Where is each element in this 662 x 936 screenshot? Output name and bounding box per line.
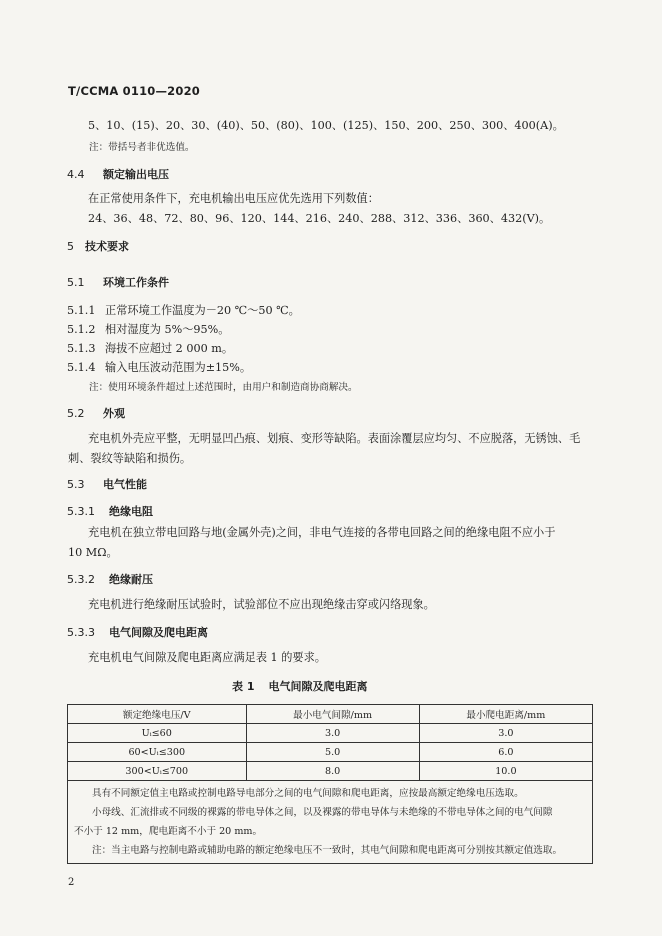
- clause-text: 输入电压波动范围为±15%。: [105, 361, 252, 374]
- table-cell: 60<Uᵢ≤300: [68, 743, 247, 762]
- voltage-values-list: 24、36、48、72、80、96、120、144、216、240、288、312、336、360、432(V)。: [88, 212, 551, 225]
- section-5-3-1-line-1: 充电机在独立带电回路与地(金属外壳)之间，非电气连接的各带电回路之间的绝缘电阻不应小于: [88, 526, 556, 539]
- table-number: 表 1: [232, 680, 255, 693]
- section-5-3-3-text: 充电机电气间隙及爬电距离应满足表 1 的要求。: [88, 651, 326, 664]
- table-note-2a: 小母线、汇流排或不同级的裸露的带电导体之间，以及裸露的带电导体与未绝缘的不带电导体之间的电气间隙: [92, 807, 553, 818]
- section-title: 额定输出电压: [103, 168, 169, 181]
- section-number: 5.3.1: [67, 505, 95, 518]
- section-5-2-line-1: 充电机外壳应平整，无明显凹凸痕、划痕、变形等缺陷。表面涂覆层应均匀、不应脱落，无锈蚀、毛: [88, 432, 581, 445]
- header-cell: 最小电气间隙/mm: [246, 705, 419, 724]
- section-number: 4.4: [67, 168, 85, 181]
- clause-text: 正常环境工作温度为－20 ℃～50 ℃。: [105, 304, 300, 317]
- table-cell: 10.0: [419, 762, 592, 781]
- section-title: 绝缘电阻: [109, 505, 153, 518]
- table-cell: 3.0: [419, 724, 592, 743]
- section-5-3-1-heading: [67, 503, 153, 519]
- table-caption: [232, 678, 367, 694]
- table-cell: 300<Uᵢ≤700: [68, 762, 247, 781]
- table-note-2b: 不小于 12 mm，爬电距离不小于 20 mm。: [74, 826, 263, 837]
- table-header-row: [68, 705, 593, 724]
- intro-note: 注：带括号者非优选值。: [89, 142, 195, 153]
- header-cell: 最小爬电距离/mm: [419, 705, 592, 724]
- table-row: [68, 762, 593, 781]
- section-5-1-heading: [67, 274, 169, 290]
- section-title: 电气性能: [103, 478, 147, 491]
- table-cell: 3.0: [246, 724, 419, 743]
- current-values-list: 5、10、(15)、20、30、(40)、50、(80)、100、(125)、150、200、250、300、400(A)。: [88, 119, 564, 132]
- table-note-1: 具有不同额定值主电路或控制电路导电部分之间的电气间隙和爬电距离，应按最高额定绝缘电压选取。: [92, 788, 524, 799]
- clause-number: 5.1.1: [67, 304, 96, 317]
- document-code: T/CCMA 0110—2020: [68, 84, 200, 98]
- section-5-heading: [67, 238, 129, 254]
- clause-number: 5.1.4: [67, 361, 96, 374]
- section-number: 5.2: [67, 407, 85, 420]
- section-5-3-heading: [67, 476, 147, 492]
- section-5-2-line-2: 刺、裂纹等缺陷和损伤。: [68, 452, 192, 465]
- clause-text: 海拔不应超过 2 000 m。: [105, 342, 234, 355]
- table-row: [68, 724, 593, 743]
- clause-5-1-2: [67, 321, 229, 337]
- section-5-3-2-heading: [67, 571, 153, 587]
- clearance-table: [67, 704, 593, 864]
- section-title: 绝缘耐压: [109, 573, 153, 586]
- table-cell: 6.0: [419, 743, 592, 762]
- table-cell: Uᵢ≤60: [68, 724, 247, 743]
- section-5-3-3-heading: [67, 624, 208, 640]
- section-5-3-1-line-2: 10 MΩ。: [68, 546, 118, 559]
- header-cell: 额定绝缘电压/V: [68, 705, 247, 724]
- section-5-3-2-text: 充电机进行绝缘耐压试验时，试验部位不应出现绝缘击穿或闪络现象。: [88, 598, 435, 611]
- section-number: 5: [67, 240, 74, 253]
- section-4-4-text: 在正常使用条件下，充电机输出电压应优先选用下列数值：: [88, 192, 379, 205]
- table-cell: 8.0: [246, 762, 419, 781]
- clause-5-1-3: [67, 340, 233, 356]
- section-4-4-heading: [67, 166, 169, 182]
- section-title: 环境工作条件: [103, 276, 169, 289]
- table-note-row: [68, 781, 593, 864]
- table-row: [68, 743, 593, 762]
- table-note-3: 注：当主电路与控制电路或辅助电路的额定绝缘电压不一致时，其电气间隙和爬电距离可分别按其额定值选取。: [92, 845, 563, 856]
- clause-number: 5.1.3: [67, 342, 96, 355]
- clause-number: 5.1.2: [67, 323, 96, 336]
- clause-text: 相对湿度为 5%～95%。: [105, 323, 230, 336]
- page-number: 2: [68, 877, 75, 888]
- section-title: 外观: [103, 407, 125, 420]
- table-title: 电气间隙及爬电距离: [268, 680, 368, 693]
- section-number: 5.3: [67, 478, 85, 491]
- table-notes: [68, 781, 593, 864]
- section-title: 技术要求: [85, 240, 129, 253]
- section-number: 5.3.3: [67, 626, 95, 639]
- section-5-1-note: 注：使用环境条件超过上述范围时，由用户和制造商协商解决。: [89, 382, 358, 393]
- clause-5-1-4: [67, 359, 251, 375]
- section-title: 电气间隙及爬电距离: [109, 626, 208, 639]
- table-cell: 5.0: [246, 743, 419, 762]
- clause-5-1-1: [67, 302, 300, 318]
- section-number: 5.3.2: [67, 573, 95, 586]
- section-5-2-heading: [67, 405, 125, 421]
- section-number: 5.1: [67, 276, 85, 289]
